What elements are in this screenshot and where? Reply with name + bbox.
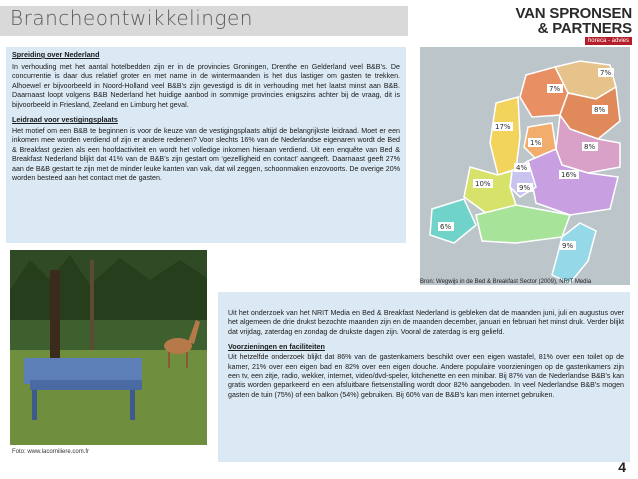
map-label-drenthe: 8% <box>594 106 606 114</box>
page-title: Brancheontwikkelingen <box>10 6 253 30</box>
logo-tagline: horeca - advies <box>585 37 632 45</box>
photo-credit: Foto: www.lacorniliere.com.fr <box>12 449 90 455</box>
map-label-noord-brabant: 9% <box>519 184 531 192</box>
map-label-utrecht: 4% <box>516 164 528 172</box>
paragraph-drukte: Uit het onderzoek van het NRIT Media en Bed & Breakfast Nederland is gebleken dat de maanden juni, juli en augustus over het algemeen de drie drukst bezochte maanden zijn en de maanden december, januari en februari het minst druk. Verder blijkt dat vrijdag, zaterdag en zondag de drukste dagen zijn. Vooral de zaterdag is erg geliefd. <box>228 309 624 336</box>
logo-line-1: VAN SPRONSEN <box>515 5 632 22</box>
map-label-friesland: 7% <box>549 85 561 93</box>
map-label-zeeland: 6% <box>440 223 452 231</box>
bottom-text-panel <box>218 292 630 462</box>
map-label-flevoland: 1% <box>530 139 542 147</box>
top-text-panel <box>6 47 406 243</box>
section-heading-leidraad: Leidraad voor vestigingsplaats <box>12 115 118 125</box>
netherlands-map <box>420 47 630 285</box>
section-heading-voorzieningen: Voorzieningen en faciliteiten <box>228 342 325 352</box>
section-heading-spreiding: Spreiding over Nederland <box>12 50 100 59</box>
map-label-limburg: 9% <box>562 242 574 250</box>
map-label-noord-holland: 17% <box>495 123 511 131</box>
logo-line-2: & PARTNERS <box>537 20 632 37</box>
garden-photo <box>10 250 207 445</box>
map-label-zuid-holland: 10% <box>475 180 491 188</box>
map-source: Bron: Wegwijs in de Bed & Breakfast Sector (2009), NRIT Media <box>420 279 592 285</box>
map-label-groningen: 7% <box>600 69 612 77</box>
map-label-overijssel: 8% <box>584 143 596 151</box>
paragraph-spreiding: In verhouding met het aantal hotelbedden zijn er in de provincies Groningen, Drenthe en Gelderland veel B&B’s. De concurrentie is daar dus relatief groter en met name in de wintermaanden is het dus lastiger om gasten te trekken. Alhoewel er bijvoorbeeld in Noord-Holland veel B&B’s zijn gevestigd is dit in verhouding met het laatst minst aan B&B. Daarnaast loopt volgens B&B Nederland het huidige aanbod in sommige provincies enigszins achter bij de vraag, dit is bijvoorbeeld in Friesland, Zeeland en Limburg het geval. <box>12 63 400 109</box>
paragraph-leidraad: Het motief om een B&B te beginnen is voor de keuze van de vestigingsplaats altijd de belangrijkste leidraad. Moet er een inkomen mee worden verdiend of zijn er andere redenen? Voor slechts 16% van de Nederlandse eigenaren wordt de Bed & Breakfast gezien als een hoofdactiviteit en wordt het volledige inkomen hieraan verdiend. Uit een enquête van Bed & Breakfast Nederland blijkt dat 41% van de B&B’s zijn gestart om ‘gezelligheid en contact’ aangeeft. Daarnaast geeft 27% aan de B&B gestart te zijn met de minder leuke kanten van vak, dat wil zeggen, schoonmaken enzovoorts. De overige 20% worden besteed aan het contact met de gasten. <box>12 127 400 183</box>
map-svg <box>420 47 630 285</box>
company-logo <box>515 6 632 44</box>
deer-garden-image <box>10 250 207 445</box>
map-label-gelderland: 16% <box>561 171 577 179</box>
page-number: 4 <box>618 459 626 475</box>
paragraph-voorzieningen: Uit hetzelfde onderzoek blijkt dat 86% van de gastenkamers beschikt over een eigen wastafel, 81% over een toilet op de kamer, 21% over een eigen bad en 82% over een eigen douche. Andere populaire voorzieningen op de gastenkamers zijn een tv, een zitje, radio, wekker, internet, video/dvd-speler, kitchenette en een minibar. Bij 87% van de Nederlandse B&B’s kan gratis worden geparkeerd en een afsluitbare fietsenstalling wordt door 82% aangeboden. In veel Nederlandse B&B’s mogen gasten de tuin (75%) of een balkon (54%) gebruiken. Bij 60% van de B&B’s kan men internet gebruiken. <box>228 353 624 399</box>
